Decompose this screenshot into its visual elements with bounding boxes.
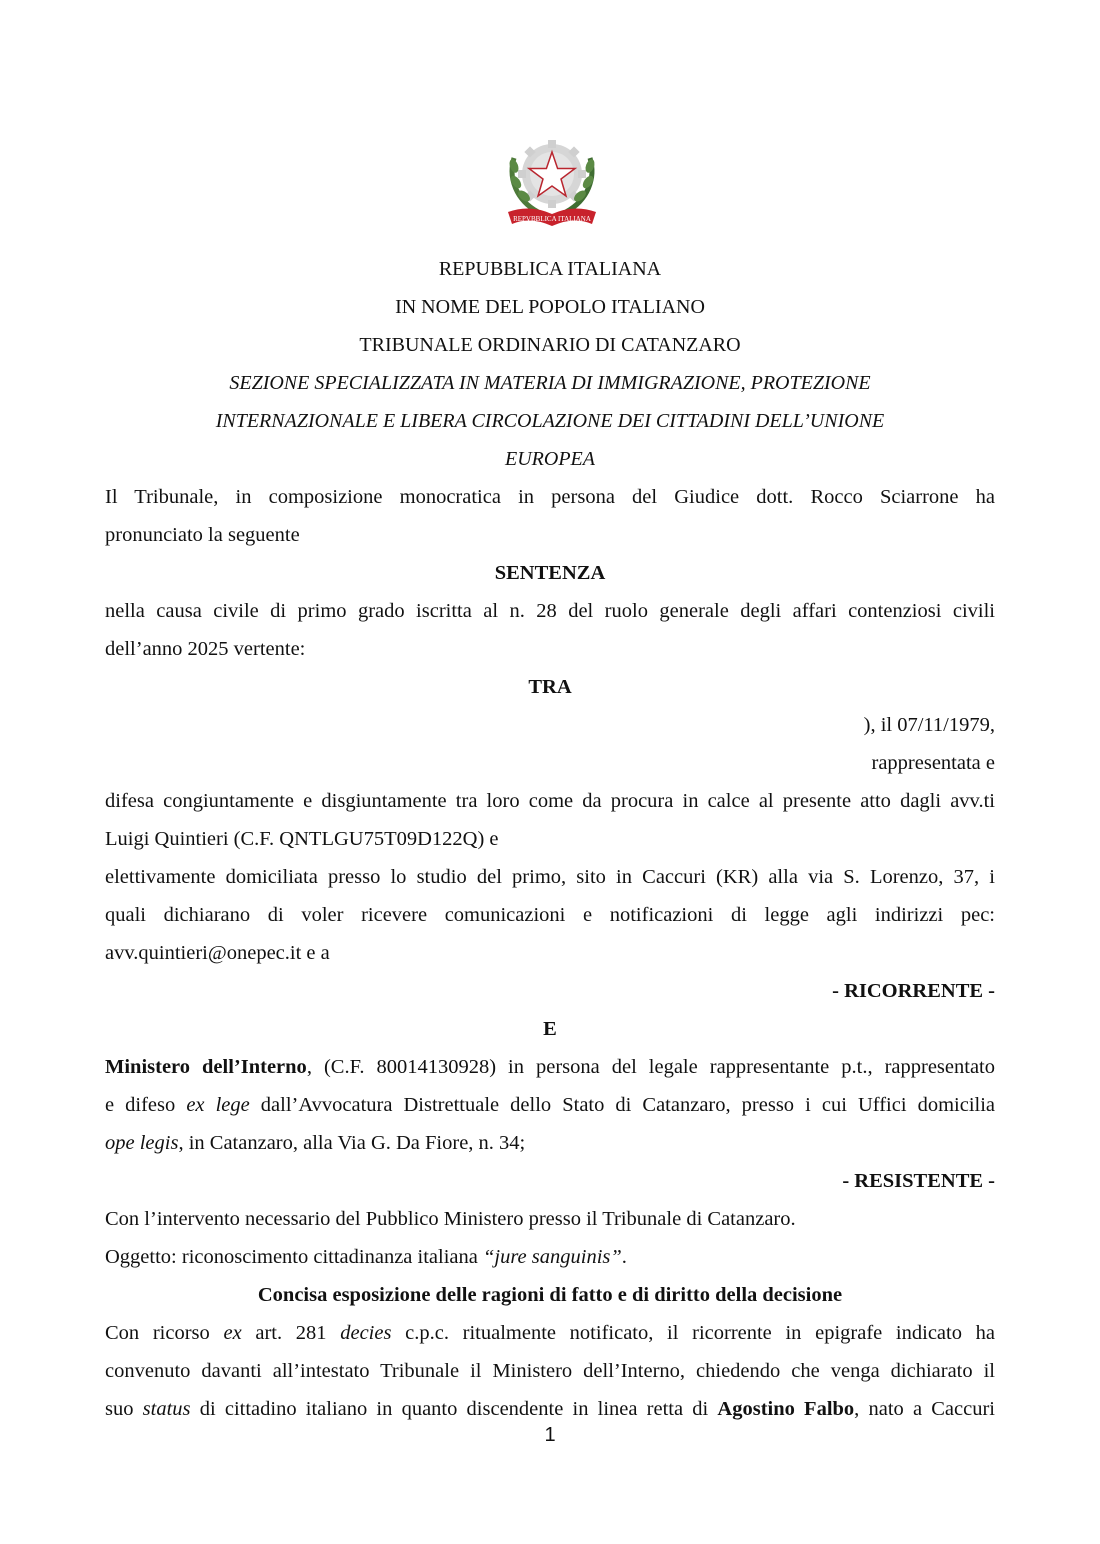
ricorrente-role: - RICORRENTE - xyxy=(832,980,995,1002)
intervento-line: Con l’intervento necessario del Pubblico Ministero presso il Tribunale di Catanzaro. xyxy=(105,1208,796,1230)
tra-heading: TRA xyxy=(528,676,572,698)
resistente-role: - RESISTENTE - xyxy=(842,1170,995,1192)
ricorrente-line-1: ), il 07/11/1979, xyxy=(863,714,995,736)
resistente-line-2: e difeso ex lege dall’Avvocatura Distrettuale dello Stato di Catanzaro, presso i cui Uffici domicilia xyxy=(105,1094,996,1116)
header-section-line1: SEZIONE SPECIALIZZATA IN MATERIA DI IMMIGRAZIONE, PROTEZIONE xyxy=(229,372,871,394)
section-title: Concisa esposizione delle ragioni di fatto e di diritto della decisione xyxy=(257,1284,843,1306)
resistente-line-3: ope legis, in Catanzaro, alla Via G. Da Fiore, n. 34; xyxy=(105,1132,526,1154)
resistente-line-1: Ministero dell’Interno, (C.F. 80014130928) in persona del legale rappresentante p.t., rappresentato xyxy=(105,1056,996,1078)
header-republic: REPUBBLICA ITALIANA xyxy=(438,258,662,280)
emblem-ribbon-text: REPVBBLICA ITALIANA xyxy=(513,215,591,223)
ricorrente-line-7: avv.quintieri@onepec.it e a xyxy=(105,942,330,964)
ricorrente-line-4: Luigi Quintieri (C.F. QNTLGU75T09D122Q) e xyxy=(105,828,499,850)
body-line-3: suo status di cittadino italiano in quanto discendente in linea retta di Agostino Falbo, nato a Caccuri xyxy=(105,1398,995,1420)
intro-line-1: Il Tribunale, in composizione monocratica in persona del Giudice dott. Rocco Sciarrone ha xyxy=(105,486,995,508)
ricorrente-line-5: elettivamente domiciliata presso lo studio del primo, sito in Caccuri (KR) alla via S. Lorenzo, 37, i xyxy=(105,866,995,888)
resistente-name: Ministero dell’Interno xyxy=(105,1056,307,1078)
repubblica-italiana-emblem-icon xyxy=(500,128,604,232)
body-line-1: Con ricorso ex art. 281 decies c.p.c. ritualmente notificato, il ricorrente in epigrafe indicato ha xyxy=(105,1322,995,1344)
header-section-line3: EUROPEA xyxy=(505,448,595,470)
case-line-2: dell’anno 2025 vertente: xyxy=(105,638,306,660)
intro-line-2: pronunciato la seguente xyxy=(105,524,300,546)
ricorrente-line-2: rappresentata e xyxy=(871,752,995,774)
document-title: SENTENZA xyxy=(494,562,606,584)
page-number: 1 xyxy=(544,1424,556,1446)
e-heading: E xyxy=(543,1018,557,1040)
ricorrente-line-3: difesa congiuntamente e disgiuntamente tra loro come da procura in calce al presente atto dagli avv.ti xyxy=(105,790,995,812)
header-tribunale: TRIBUNALE ORDINARIO DI CATANZARO xyxy=(359,334,741,356)
body-line-2: convenuto davanti all’intestato Tribunale il Ministero dell’Interno, chiedendo che venga dichiarato il xyxy=(105,1360,995,1382)
oggetto-line: Oggetto: riconoscimento cittadinanza italiana “jure sanguinis”. xyxy=(105,1246,627,1268)
header-section-line2: INTERNAZIONALE E LIBERA CIRCOLAZIONE DEI CITTADINI DELL’UNIONE xyxy=(215,410,885,432)
case-line-1: nella causa civile di primo grado iscritta al n. 28 del ruolo generale degli affari contenziosi civili xyxy=(105,600,995,622)
ricorrente-line-6: quali dichiarano di voler ricevere comunicazioni e notificazioni di legge agli indirizzi pec: xyxy=(105,904,995,926)
header-popolo: IN NOME DEL POPOLO ITALIANO xyxy=(395,296,705,318)
